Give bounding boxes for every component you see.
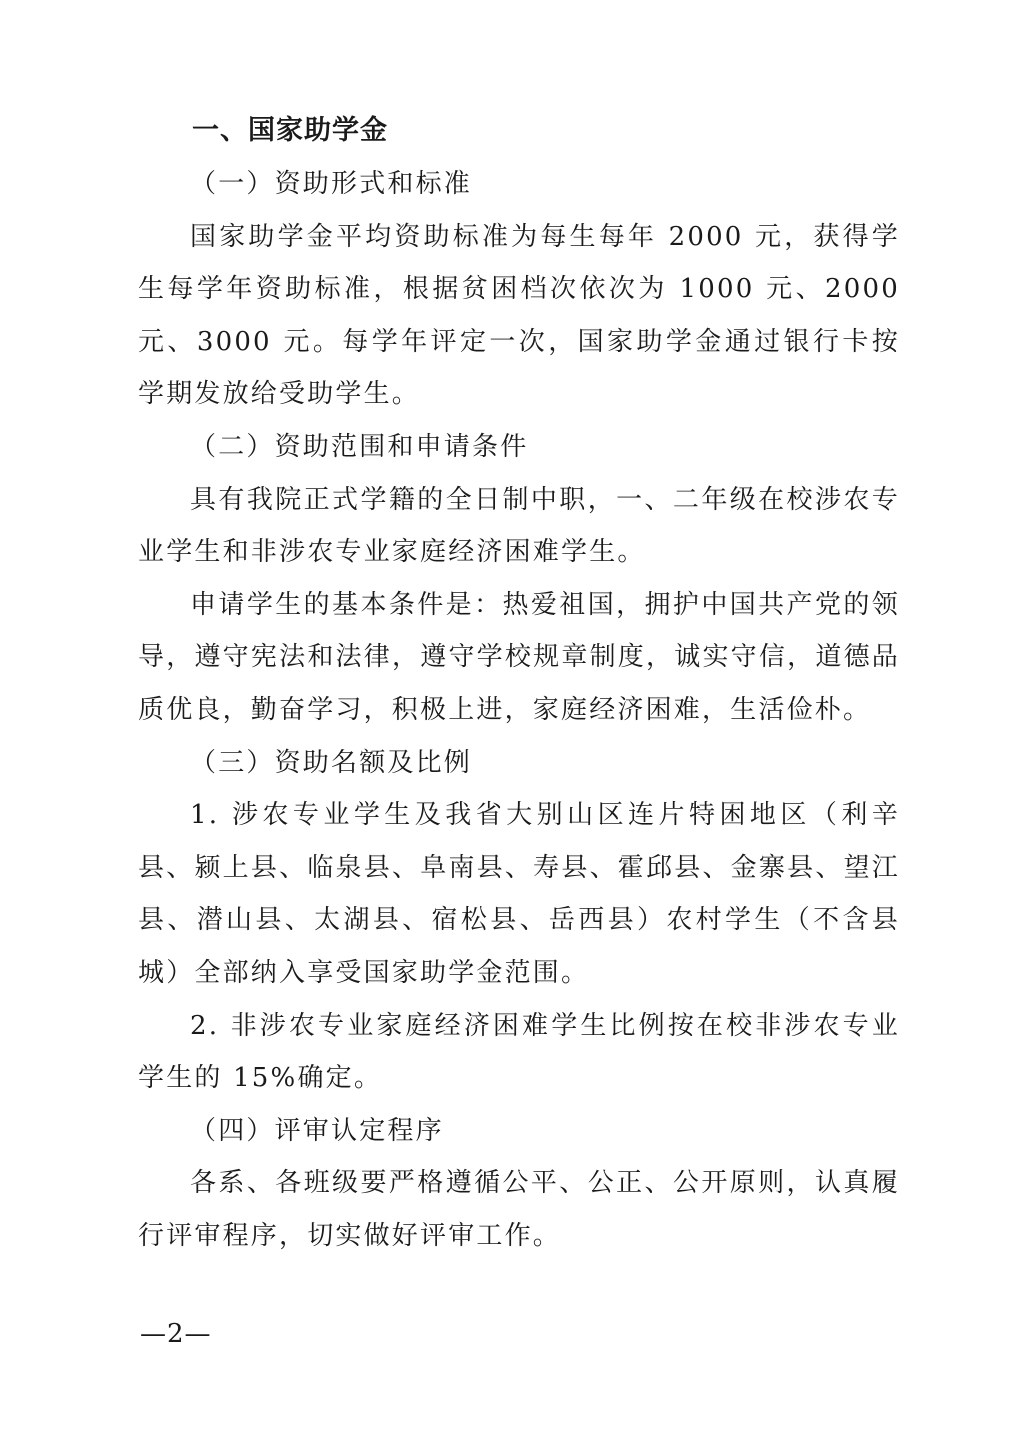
paragraph-scope: 具有我院正式学籍的全日制中职，一、二年级在校涉农专业学生和非涉农专业家庭经济困难学生。	[138, 484, 900, 568]
subheading-funding-form: （一）资助形式和标准	[190, 169, 473, 199]
document-body	[138, 158, 900, 1262]
paragraph-funding-standard: 国家助学金平均资助标准为每生每年 2000 元，获得学生每学年资助标准，根据贫困档次依次为 1000 元、2000 元、3000 元。每学年评定一次，国家助学金通过银行卡按学期发放给受助学生。	[138, 221, 900, 410]
paragraph-basic-conditions: 申请学生的基本条件是：热爱祖国，拥护中国共产党的领导，遵守宪法和法律，遵守学校规章制度，诚实守信，道德品质优良，勤奋学习，积极上进，家庭经济困难，生活俭朴。	[138, 589, 900, 725]
subheading-scope-conditions: （二）资助范围和申请条件	[190, 431, 529, 462]
page-number: —2—	[140, 1319, 212, 1349]
paragraph-quota-2: 2. 非涉农专业家庭经济困难学生比例按在校非涉农专业学生的 15%确定。	[138, 1010, 900, 1094]
subheading-review-procedure: （四）评审认定程序	[190, 1115, 444, 1146]
section-heading: 一、国家助学金	[192, 115, 388, 146]
subheading-quota-ratio: （三）资助名额及比例	[190, 747, 473, 778]
paragraph-quota-1: 1. 涉农专业学生及我省大别山区连片特困地区（利辛县、颍上县、临泉县、阜南县、寿县、霍邱县、金寨县、望江县、潜山县、太湖县、宿松县、岳西县）农村学生（不含县城）全部纳入享受国家助学金范围。	[138, 800, 900, 988]
paragraph-review-procedure: 各系、各班级要严格遵循公平、公正、公开原则，认真履行评审程序，切实做好评审工作。	[138, 1168, 900, 1251]
